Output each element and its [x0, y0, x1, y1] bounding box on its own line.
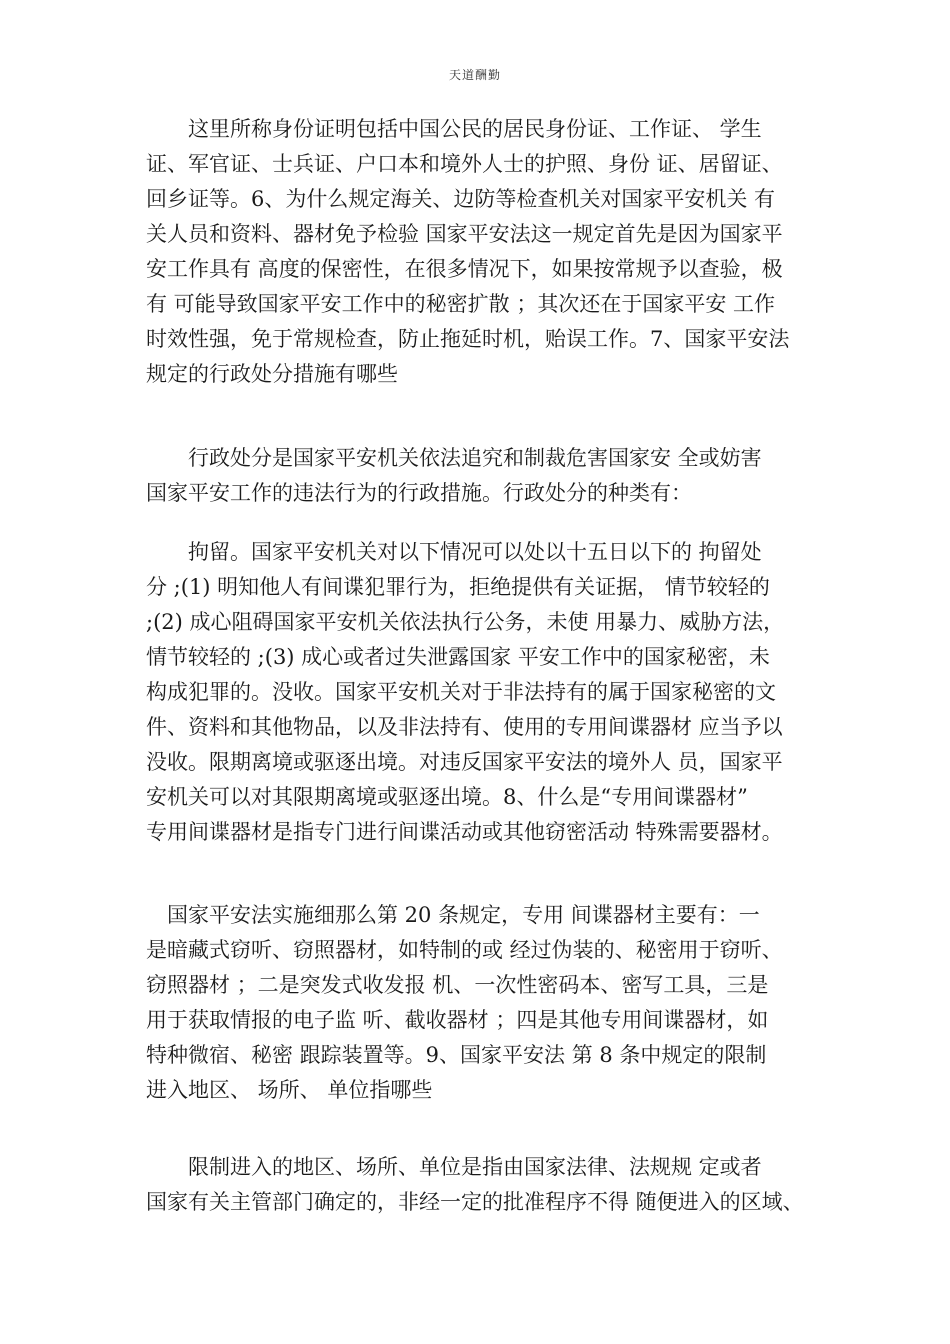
text-line: 有 可能导致国家平安工作中的秘密扩散 ；其次还在于国家平安 工作 [146, 292, 776, 316]
text-line: 没收。限期离境或驱逐出境。对违反国家平安法的境外人 员，国家平 [146, 750, 783, 774]
paragraph-spy-equipment [146, 898, 826, 1108]
text-line: 回乡证等。6、为什么规定海关、边防等检查机关对国家平安机关 有 [146, 187, 776, 211]
text-line: 行政处分是国家平安机关依法追究和制裁危害国家安 全或妨害 [146, 446, 762, 470]
page-header: 天道酬勤 [448, 68, 501, 82]
text-line: 窃照器材 ；二是突发式收发报 机、一次性密码本、密写工具，三是 [146, 973, 769, 997]
text-line: 用于获取情报的电子监 听、截收器材 ；四是其他专用间谍器材，如 [146, 1008, 769, 1032]
paragraph-detention [146, 535, 826, 850]
text-line: 这里所称身份证明包括中国公民的居民身份证、工作证、 学生 [146, 117, 762, 141]
text-line: 情节较轻的 ;(3) 成心或者过失泄露国家 平安工作中的国家秘密，未 [146, 645, 770, 669]
text-line: 时效性强，免于常规检查，防止拖延时机，贻误工作。7、国家平安法 [146, 327, 790, 351]
text-line: 专用间谍器材是指专门进行间谍活动或其他窃密活动 特殊需要器材。 [146, 820, 783, 844]
text-line: 规定的行政处分措施有哪些 [146, 362, 398, 386]
text-line: 进入地区、 场所、 单位指哪些 [146, 1078, 433, 1102]
paragraph-administrative-sanctions [146, 441, 826, 511]
text-line: 拘留。国家平安机关对以下情况可以处以十五日以下的 拘留处 [146, 540, 762, 564]
text-line: 国家平安法实施细那么第 20 条规定，专用 间谍器材主要有：一 [146, 903, 760, 927]
text-line: 件、资料和其他物品，以及非法持有、使用的专用间谍器材 应当予以 [146, 715, 783, 739]
text-line: 关人员和资料、器材免予检验 国家平安法这一规定首先是因为国家平 [146, 222, 783, 246]
text-line: 特种微宿、秘密 跟踪装置等。9、国家平安法 第 8 条中规定的限制 [146, 1043, 767, 1067]
text-line: 构成犯罪的。没收。国家平安机关对于非法持有的属于国家秘密的文 [146, 680, 776, 704]
text-line: 证、军官证、士兵证、户口本和境外人士的护照、身份 证、居留证、 [146, 152, 783, 176]
text-line: 限制进入的地区、场所、单位是指由国家法律、法规规 定或者 [146, 1155, 762, 1179]
text-line: 国家平安工作的违法行为的行政措施。行政处分的种类有： [146, 481, 692, 505]
text-line: 安机关可以对其限期离境或驱逐出境。8、什么是“专用间谍器材” [146, 785, 748, 809]
paragraph-restricted-areas [146, 1150, 826, 1220]
text-line: 分 ;(1) 明知他人有间谍犯罪行为，拒绝提供有关证据， 情节较轻的 [146, 575, 770, 599]
text-line: ;(2) 成心阻碍国家平安机关依法执行公务，未使 用暴力、威胁方法， [146, 610, 785, 634]
text-line: 是暗藏式窃听、窃照器材，如特制的或 经过伪装的、秘密用于窃听、 [146, 938, 783, 962]
text-line: 安工作具有 高度的保密性，在很多情况下，如果按常规予以查验，极 [146, 257, 783, 281]
text-line: 国家有关主管部门确定的，非经一定的批准程序不得 随便进入的区域、 [146, 1190, 804, 1214]
paragraph-identity-documents [146, 112, 826, 392]
